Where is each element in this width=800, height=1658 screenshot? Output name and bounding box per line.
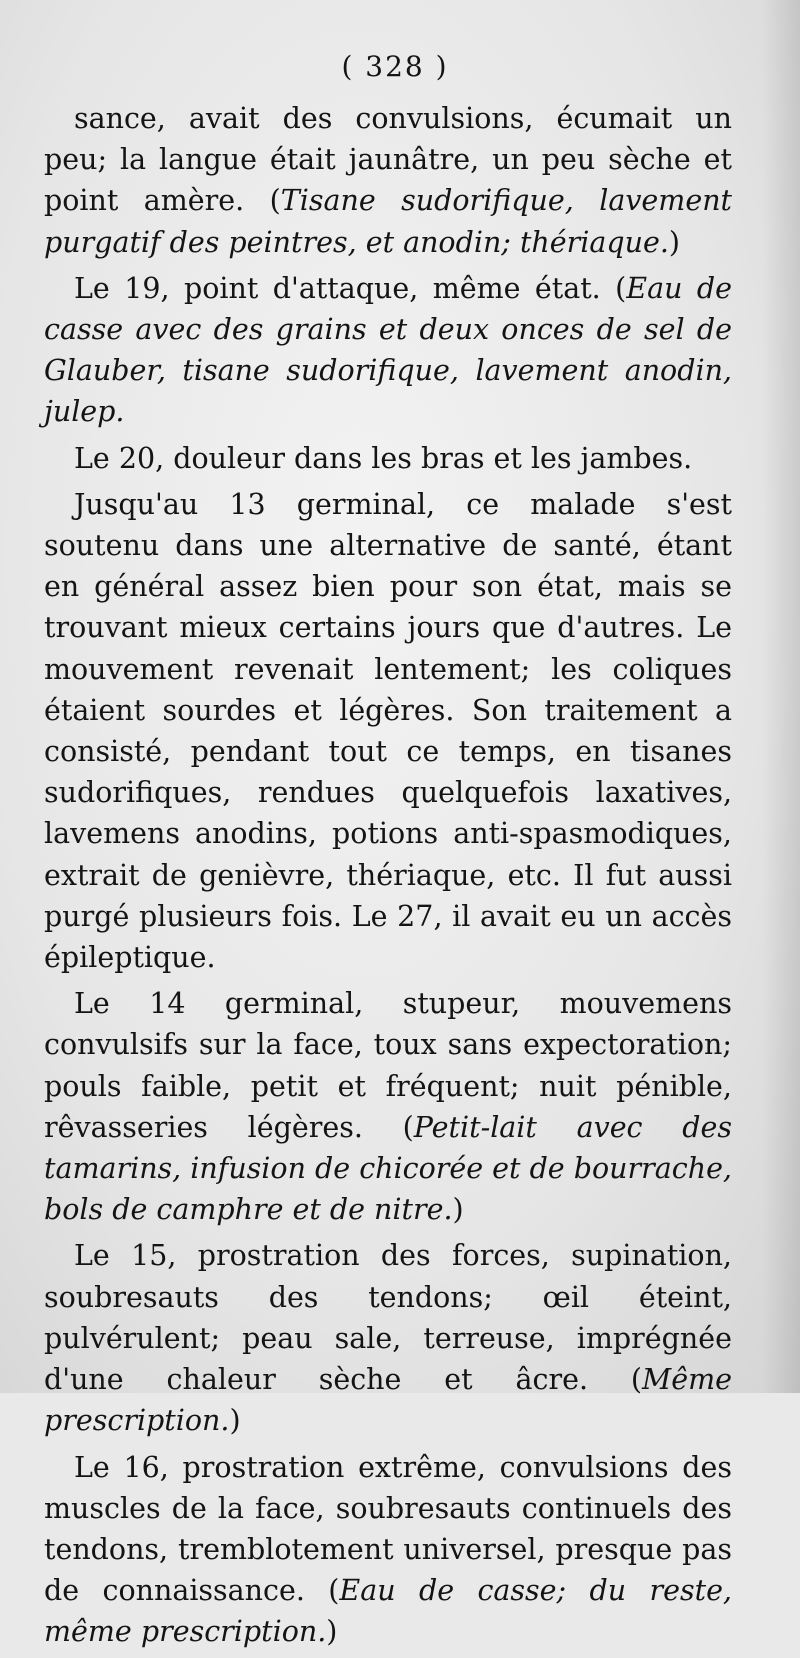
paragraph-text: Le 19, point d'attaque, même état. ( [74,271,627,305]
prescription: Tisane sudorifique, lavement purgatif des peintres, et anodin; thériaque. [44,184,733,259]
paragraph [44,98,732,263]
paragraph [44,268,732,433]
prescription: Petit-lait avec des tamarins, infusion de chicorée et de bourrache, bols de camphre et de nitre. [44,1110,732,1227]
paragraph [44,1235,732,1441]
prescription: Même prescription. [44,1363,732,1438]
paragraph-text: Le 20, douleur dans les bras et les jambes. [74,441,693,475]
paragraph [44,983,732,1230]
paragraph-text: ) [452,1193,464,1227]
paragraph-text: Jusqu'au 13 germinal, ce malade s'est soutenu dans une alternative de santé, étant en général assez bien pour son état, mais se trouvant mieux certains jours que d'autres. Le mouvement revenait lentement; les coliques étaient sourdes et légères. Son traitement a consisté, pendant tout ce temps, en tisanes sudorifiques, rendues quelquefois laxatives, lavemens anodins, potions anti-spasmodiques, extrait de genièvre, thériaque, etc. Il fut aussi purgé plusieurs fois. Le 27, il avait eu un accès épileptique. [44,487,732,975]
paragraph-text: Le 15, prostration des forces, supination, soubresauts des tendons; œil éteint, pulvérulent; peau sale, terreuse, imprégnée d'une chaleur sèche et âcre. ( [44,1239,732,1397]
paragraph-text: sance, avait des convulsions, écumait un peu; la langue était jaunâtre, un peu sèche et point amère. ( [44,102,732,218]
paragraph-text: ) [326,1615,338,1649]
page-edge-shadow [762,0,800,1393]
prescription: Eau de casse; du reste, même prescription. [44,1574,732,1649]
paragraph-text: Le 16, prostration extrême, convulsions des muscles de la face, soubresauts continuels des tendons, tremblotement universel, presque pas de connaissance. ( [44,1450,732,1608]
prescription: Eau de casse avec des grains et deux onces de sel de Glauber, tisane sudorifique, lavement anodin, julep. [44,271,732,429]
paragraph [44,438,732,479]
paragraph [44,484,732,978]
paragraph [44,1447,732,1653]
paragraph-text: Le 14 germinal, stupeur, mouvemens convulsifs sur la face, toux sans expectoration; pouls faible, petit et fréquent; nuit pénible, rêvasseries légères. ( [44,987,732,1144]
paragraph-text: ) [229,1404,241,1438]
page-number: ( 328 ) [341,50,449,83]
body-text [44,98,732,1658]
paragraph-text: ) [668,225,681,259]
